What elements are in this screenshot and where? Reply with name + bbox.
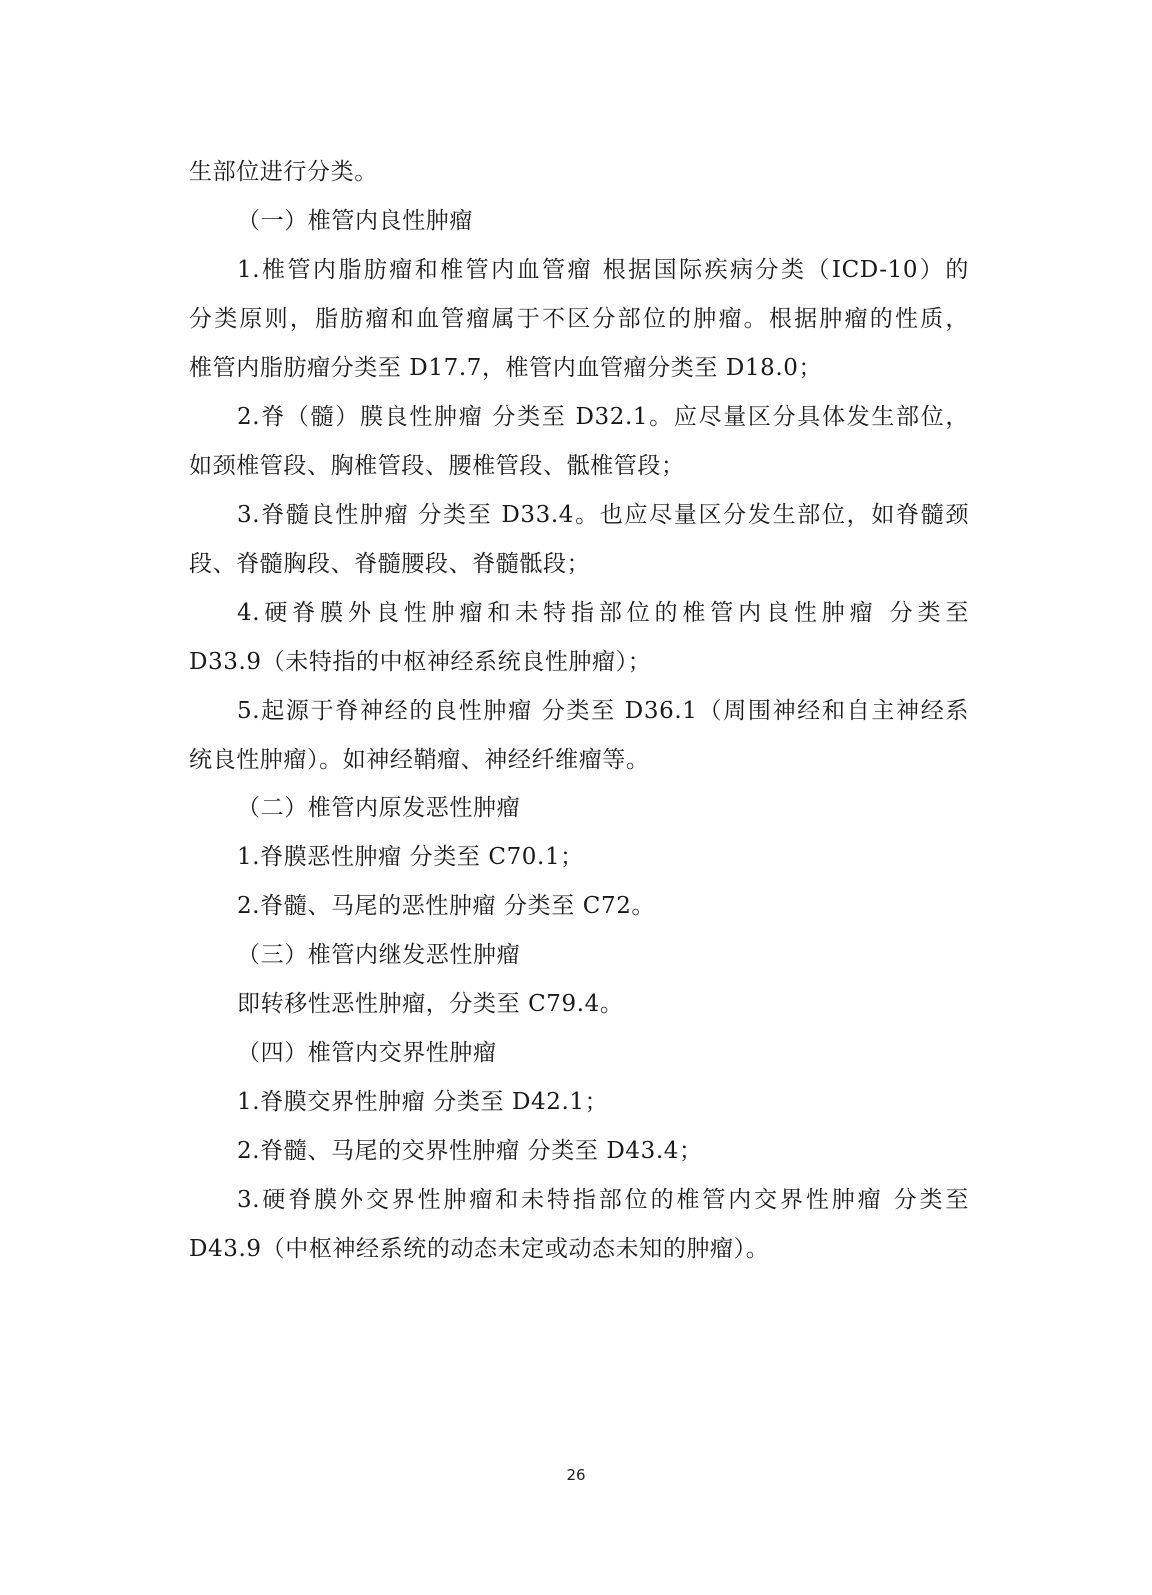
paragraph-line: 如颈椎管段、胸椎管段、腰椎管段、骶椎管段； — [189, 453, 685, 479]
section-heading: （一）椎管内良性肿瘤 — [237, 208, 473, 234]
paragraph-line: 分类原则，脂肪瘤和血管瘤属于不区分部位的肿瘤。根据肿瘤的性质， — [189, 306, 969, 332]
section-heading: （三）椎管内继发恶性肿瘤 — [237, 942, 521, 968]
paragraph-line: 5.起源于脊神经的良性肿瘤 分类至 D36.1（周围神经和自主神经系 — [237, 698, 969, 724]
paragraph-line: 1.脊膜恶性肿瘤 分类至 C70.1； — [237, 844, 584, 870]
paragraph-line: 3.硬脊膜外交界性肿瘤和未特指部位的椎管内交界性肿瘤 分类至 — [237, 1187, 969, 1213]
paragraph-line: 段、脊髓胸段、脊髓腰段、脊髓骶段； — [189, 551, 591, 577]
page-number: 26 — [566, 1466, 586, 1484]
paragraph-line: 2.脊髓、马尾的交界性肿瘤 分类至 D43.4； — [237, 1138, 703, 1164]
paragraph-line: 4.硬脊膜外良性肿瘤和未特指部位的椎管内良性肿瘤 分类至 — [237, 600, 969, 626]
paragraph-line: 3.脊髓良性肿瘤 分类至 D33.4。也应尽量区分发生部位，如脊髓颈 — [237, 502, 969, 528]
paragraph-line: 生部位进行分类。 — [189, 159, 378, 185]
section-heading: （四）椎管内交界性肿瘤 — [237, 1040, 497, 1066]
paragraph-line: 椎管内脂肪瘤分类至 D17.7，椎管内血管瘤分类至 D18.0； — [189, 355, 823, 381]
paragraph-line: 1.脊膜交界性肿瘤 分类至 D42.1； — [237, 1089, 609, 1115]
paragraph-line: D43.9（中枢神经系统的动态未定或动态未知的肿瘤）。 — [189, 1236, 770, 1262]
paragraph-line: D33.9（未特指的中枢神经系统良性肿瘤）； — [189, 649, 652, 675]
paragraph-line: 统良性肿瘤）。如神经鞘瘤、神经纤维瘤等。 — [189, 747, 650, 773]
paragraph-line: 2.脊（髓）膜良性肿瘤 分类至 D32.1。应尽量区分具体发生部位， — [237, 404, 969, 430]
paragraph-line: 即转移性恶性肿瘤，分类至 C79.4。 — [237, 991, 624, 1017]
paragraph-line: 2.脊髓、马尾的恶性肿瘤 分类至 C72。 — [237, 893, 656, 919]
paragraph-line: 1.椎管内脂肪瘤和椎管内血管瘤 根据国际疾病分类（ICD-10）的 — [237, 257, 969, 283]
section-heading: （二）椎管内原发恶性肿瘤 — [237, 795, 521, 821]
